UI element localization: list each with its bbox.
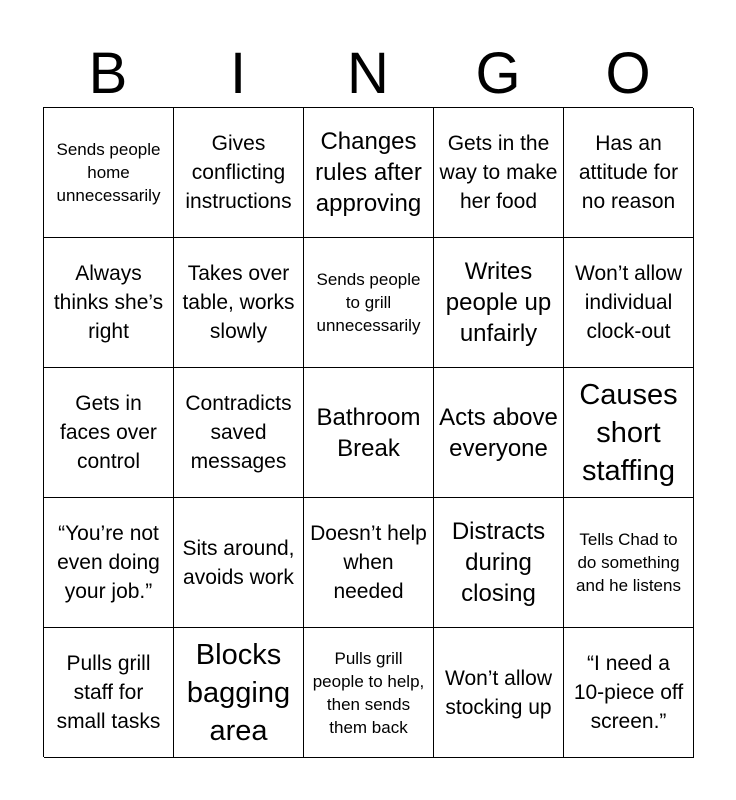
bingo-cell[interactable] [434, 498, 564, 628]
cell-text: Doesn’t help when needed [310, 522, 427, 603]
cell-text: “I need a 10-piece off screen.” [573, 652, 684, 733]
bingo-cell[interactable] [434, 108, 564, 238]
cell-text: Bathroom Break [316, 403, 421, 462]
cell-text: Has an attitude for no reason [578, 132, 679, 213]
cell-text: Gets in the way to make her food [439, 132, 558, 213]
bingo-cell[interactable] [564, 368, 694, 498]
bingo-cell[interactable] [564, 628, 694, 758]
header-letter-n: N [347, 41, 389, 106]
cell-text: Gets in faces over control [60, 392, 157, 473]
bingo-cell[interactable] [564, 238, 694, 368]
bingo-cell[interactable] [174, 368, 304, 498]
bingo-cell[interactable] [44, 368, 174, 498]
cell-text: Sits around, avoids work [182, 536, 295, 589]
bingo-cell[interactable] [304, 108, 434, 238]
cell-text: Causes short staffing [579, 378, 678, 487]
bingo-cell[interactable] [304, 498, 434, 628]
bingo-cell[interactable] [174, 628, 304, 758]
header-letter-i: I [229, 41, 247, 106]
bingo-cell[interactable] [174, 238, 304, 368]
cell-text: Pulls grill people to help, then sends them back [312, 648, 425, 737]
cell-text: Sends people home unnecessarily [56, 140, 161, 205]
cell-text: Takes over table, works slowly [182, 262, 295, 343]
cell-text: Blocks bagging area [186, 638, 291, 747]
cell-text: Tells Chad to do something and he listens [576, 530, 681, 595]
bingo-cell[interactable] [564, 108, 694, 238]
cell-text: Won’t allow stocking up [445, 666, 552, 719]
bingo-cell[interactable] [434, 238, 564, 368]
bingo-cell[interactable] [174, 498, 304, 628]
bingo-cell[interactable] [44, 108, 174, 238]
bingo-cell[interactable] [174, 108, 304, 238]
cell-text: Changes rules after approving [315, 128, 422, 217]
cell-text: Writes people up unfairly [445, 258, 552, 347]
cell-text: Pulls grill staff for small tasks [56, 652, 161, 733]
cell-text: “You’re not even doing your job.” [57, 522, 160, 603]
cell-text: Won’t allow individual clock-out [575, 262, 682, 343]
bingo-cell[interactable] [434, 628, 564, 758]
cell-text: Sends people to grill unnecessarily [316, 270, 421, 335]
header-letter-b: B [88, 41, 128, 106]
header-letter-o: O [605, 41, 651, 106]
bingo-cell[interactable] [304, 368, 434, 498]
bingo-cell[interactable] [44, 498, 174, 628]
cell-text: Always thinks she’s right [53, 262, 164, 343]
cell-text: Gives conflicting instructions [185, 132, 292, 213]
cell-text: Contradicts saved messages [185, 392, 292, 473]
header-letter-g: G [475, 41, 521, 106]
bingo-cell[interactable] [44, 628, 174, 758]
cell-text: Acts above everyone [439, 403, 558, 462]
bingo-cell[interactable] [434, 368, 564, 498]
bingo-cell[interactable] [304, 628, 434, 758]
bingo-board [43, 107, 693, 757]
bingo-cell[interactable] [564, 498, 694, 628]
cell-text: Distracts during closing [451, 518, 546, 607]
bingo-cell[interactable] [304, 238, 434, 368]
bingo-header [43, 40, 693, 108]
bingo-cell[interactable] [44, 238, 174, 368]
